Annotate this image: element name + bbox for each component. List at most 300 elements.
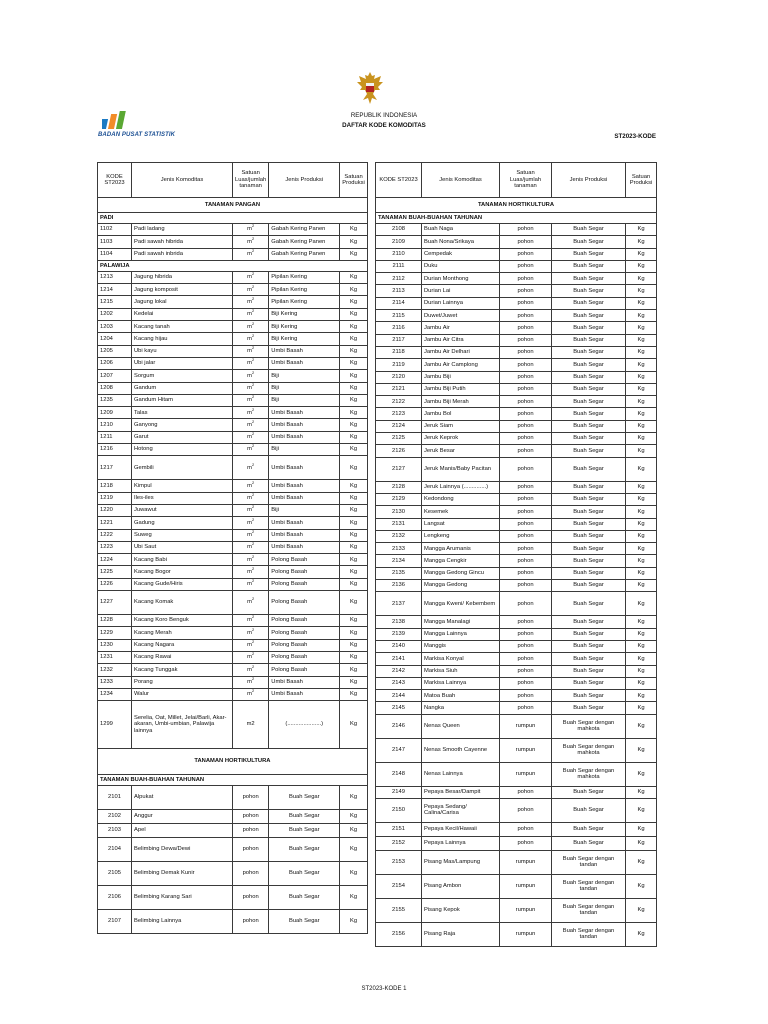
cell-satuan-luas: pohon bbox=[500, 396, 552, 408]
cell-satuan-luas: pohon bbox=[500, 420, 552, 432]
cell-jenis-produksi: Buah Segar bbox=[552, 396, 626, 408]
cell-komoditas: Jambu Air Camplong bbox=[422, 359, 500, 371]
cell-satuan-produksi: Kg bbox=[626, 555, 657, 567]
cell-jenis-produksi: Umbi Basah bbox=[269, 480, 340, 492]
cell-satuan-luas: pohon bbox=[500, 260, 552, 272]
cell-jenis-produksi: Biji bbox=[269, 370, 340, 382]
cell-kode: 2154 bbox=[376, 874, 422, 898]
unit-m2: $m^2$ bbox=[247, 345, 255, 355]
table-row bbox=[376, 653, 657, 665]
cell-satuan-luas: m2 bbox=[233, 701, 269, 749]
cell-satuan-luas: pohon bbox=[500, 616, 552, 628]
cell-satuan-produksi: Kg bbox=[340, 541, 368, 553]
cell-satuan-luas: pohon bbox=[500, 408, 552, 420]
table-row bbox=[376, 457, 657, 481]
cell-komoditas: Pepaya Lainnya bbox=[422, 836, 500, 850]
col-satuan-luas: Satuan Luas/jumlah tanaman bbox=[233, 163, 269, 198]
cell-satuan-produksi: Kg bbox=[626, 334, 657, 346]
cell-jenis-produksi: Buah Segar bbox=[552, 420, 626, 432]
table-row bbox=[376, 493, 657, 505]
cell-komoditas: Kesemek bbox=[422, 506, 500, 518]
cell-satuan-produksi: Kg bbox=[340, 382, 368, 394]
doc-reference: ST2023-KODE bbox=[614, 133, 656, 140]
cell-kode: 2121 bbox=[376, 383, 422, 395]
cell-jenis-produksi: Buah Segar bbox=[552, 677, 626, 689]
table-row bbox=[98, 236, 368, 248]
cell-satuan-produksi: Kg bbox=[340, 676, 368, 688]
cell-komoditas: Langsat bbox=[422, 518, 500, 530]
cell-jenis-produksi: Umbi Basah bbox=[269, 541, 340, 553]
group-heading: PADI bbox=[98, 213, 368, 224]
cell-satuan-produksi: Kg bbox=[626, 310, 657, 322]
table-row bbox=[376, 224, 657, 236]
cell-komoditas: Markisa Lainnya bbox=[422, 677, 500, 689]
cell-jenis-produksi: Buah Segar bbox=[552, 555, 626, 567]
cell-kode: 2126 bbox=[376, 445, 422, 457]
cell-satuan-produksi: Kg bbox=[626, 836, 657, 850]
table-row bbox=[98, 394, 368, 406]
cell-jenis-produksi: Buah Segar bbox=[552, 322, 626, 334]
unit-m2: $m^2$ bbox=[247, 308, 255, 318]
cell-satuan-luas: rumpun bbox=[500, 898, 552, 922]
cell-satuan-luas: pohon bbox=[500, 457, 552, 481]
cell-kode: 2150 bbox=[376, 798, 422, 822]
cell-kode: 1207 bbox=[98, 370, 132, 382]
cell-jenis-produksi: Buah Segar bbox=[552, 334, 626, 346]
cell-jenis-produksi: Polong Basah bbox=[269, 627, 340, 639]
cell-kode: 2152 bbox=[376, 836, 422, 850]
cell-jenis-produksi: Buah Segar dengan mahkota bbox=[552, 714, 626, 738]
cell-komoditas: Kacang hijau bbox=[132, 333, 233, 345]
cell-komoditas: Ubi kayu bbox=[132, 345, 233, 357]
cell-kode: 2119 bbox=[376, 359, 422, 371]
cell-komoditas: Manggis bbox=[422, 640, 500, 652]
cell-jenis-produksi: Buah Segar bbox=[552, 236, 626, 248]
cell-satuan-produksi: Kg bbox=[626, 224, 657, 236]
cell-komoditas: Kacang Komak bbox=[132, 591, 233, 615]
cell-satuan-luas bbox=[233, 578, 269, 590]
cell-satuan-produksi: Kg bbox=[340, 284, 368, 296]
cell-kode: 2130 bbox=[376, 506, 422, 518]
cell-komoditas: Mangga Cengkir bbox=[422, 555, 500, 567]
cell-satuan-luas: pohon bbox=[233, 786, 269, 810]
cell-satuan-produksi: Kg bbox=[340, 591, 368, 615]
cell-kode: 2122 bbox=[376, 396, 422, 408]
cell-jenis-produksi: Biji Kering bbox=[269, 333, 340, 345]
cell-komoditas: Mangga Kweni/ Kebembem bbox=[422, 592, 500, 616]
cell-satuan-produksi: Kg bbox=[340, 480, 368, 492]
cell-satuan-produksi: Kg bbox=[626, 543, 657, 555]
table-row bbox=[98, 271, 368, 283]
cell-komoditas: Duku bbox=[422, 260, 500, 272]
cell-satuan-produksi: Kg bbox=[626, 420, 657, 432]
table-row bbox=[98, 554, 368, 566]
table-row bbox=[98, 431, 368, 443]
cell-komoditas: Kacang Merah bbox=[132, 627, 233, 639]
cell-kode: 2127 bbox=[376, 457, 422, 481]
cell-satuan-produksi: Kg bbox=[626, 898, 657, 922]
cell-jenis-produksi: Biji bbox=[269, 394, 340, 406]
cell-satuan-luas: pohon bbox=[233, 862, 269, 886]
cell-komoditas: Pisang Kepok bbox=[422, 898, 500, 922]
cell-komoditas: Kacang Gude/Hiris bbox=[132, 578, 233, 590]
cell-jenis-produksi: Buah Segar bbox=[552, 690, 626, 702]
cell-komoditas: Pepaya Kecil/Hawaii bbox=[422, 822, 500, 836]
cell-jenis-produksi: Buah Segar bbox=[552, 383, 626, 395]
cell-komoditas: Belimbing Dewa/Dewi bbox=[132, 838, 233, 862]
cell-kode: 2107 bbox=[98, 910, 132, 934]
cell-satuan-produksi: Kg bbox=[626, 396, 657, 408]
cell-kode: 2104 bbox=[98, 838, 132, 862]
cell-komoditas: Markisa Siuh bbox=[422, 665, 500, 677]
cell-jenis-produksi: Buah Segar bbox=[552, 248, 626, 260]
cell-kode: 1227 bbox=[98, 591, 132, 615]
table-row bbox=[98, 910, 368, 934]
cell-kode: 1206 bbox=[98, 357, 132, 369]
cell-kode: 2144 bbox=[376, 690, 422, 702]
cell-satuan-luas bbox=[233, 688, 269, 700]
cell-satuan-produksi: Kg bbox=[340, 308, 368, 320]
cell-satuan-luas: pohon bbox=[500, 836, 552, 850]
table-row bbox=[98, 480, 368, 492]
cell-kode: 2123 bbox=[376, 408, 422, 420]
cell-komoditas: Padi sawah inbrida bbox=[132, 248, 233, 260]
table-row bbox=[376, 714, 657, 738]
cell-jenis-produksi: Buah Segar bbox=[552, 310, 626, 322]
table-row bbox=[376, 408, 657, 420]
cell-jenis-produksi: Buah Segar bbox=[552, 433, 626, 445]
cell-satuan-luas bbox=[233, 271, 269, 283]
cell-jenis-produksi: Buah Segar bbox=[269, 862, 340, 886]
table-row bbox=[376, 518, 657, 530]
unit-m2: $m^2$ bbox=[247, 596, 255, 606]
group-heading: PALAWIJA bbox=[98, 260, 368, 271]
cell-komoditas: Mangga Manalagi bbox=[422, 616, 500, 628]
cell-jenis-produksi: Buah Segar bbox=[269, 886, 340, 910]
section-row bbox=[98, 198, 368, 213]
cell-satuan-produksi: Kg bbox=[626, 786, 657, 798]
cell-kode: 2141 bbox=[376, 653, 422, 665]
cell-komoditas: Markisa Konyal bbox=[422, 653, 500, 665]
col-jenis-komoditas: Jenis Komoditas bbox=[422, 163, 500, 198]
table-row bbox=[98, 517, 368, 529]
table-row bbox=[376, 555, 657, 567]
cell-satuan-produksi: Kg bbox=[626, 690, 657, 702]
cell-satuan-luas: pohon bbox=[500, 493, 552, 505]
cell-satuan-luas: pohon bbox=[500, 285, 552, 297]
cell-jenis-produksi: Pipilan Kering bbox=[269, 284, 340, 296]
cell-satuan-produksi: Kg bbox=[340, 554, 368, 566]
cell-satuan-luas: rumpun bbox=[500, 850, 552, 874]
cell-satuan-produksi: Kg bbox=[626, 506, 657, 518]
cell-jenis-produksi: Umbi Basah bbox=[269, 431, 340, 443]
header-title: DAFTAR KODE KOMODITAS bbox=[342, 122, 426, 129]
cell-komoditas: Pepaya Besar/Dampit bbox=[422, 786, 500, 798]
cell-jenis-produksi: Buah Segar bbox=[552, 506, 626, 518]
cell-satuan-luas bbox=[233, 382, 269, 394]
table-row bbox=[98, 541, 368, 553]
cell-jenis-produksi: Buah Segar bbox=[552, 616, 626, 628]
cell-satuan-luas: pohon bbox=[500, 677, 552, 689]
cell-jenis-produksi: Buah Segar bbox=[552, 822, 626, 836]
cell-jenis-produksi: Buah Segar bbox=[552, 702, 626, 714]
cell-komoditas: Kacang Tunggak bbox=[132, 664, 233, 676]
table-row bbox=[98, 370, 368, 382]
cell-satuan-produksi: Kg bbox=[626, 371, 657, 383]
cell-jenis-produksi: Buah Segar bbox=[552, 481, 626, 493]
cell-satuan-produksi: Kg bbox=[340, 786, 368, 810]
cell-satuan-produksi: Kg bbox=[626, 297, 657, 309]
cell-satuan-luas bbox=[233, 284, 269, 296]
cell-satuan-produksi: Kg bbox=[626, 798, 657, 822]
table-row bbox=[98, 492, 368, 504]
cell-satuan-luas bbox=[233, 615, 269, 627]
section-heading: TANAMAN PANGAN bbox=[98, 198, 368, 213]
cell-satuan-produksi: Kg bbox=[340, 824, 368, 838]
cell-satuan-luas bbox=[233, 248, 269, 260]
col-satuan-luas: Satuan Luas/jumlah tanaman bbox=[500, 163, 552, 198]
cell-kode: 2102 bbox=[98, 810, 132, 824]
cell-satuan-produksi: Kg bbox=[340, 517, 368, 529]
cell-kode: 2134 bbox=[376, 555, 422, 567]
table-row bbox=[98, 382, 368, 394]
commodity-table-right bbox=[375, 162, 657, 947]
cell-satuan-luas: rumpun bbox=[500, 922, 552, 946]
cell-satuan-produksi: Kg bbox=[626, 628, 657, 640]
cell-jenis-produksi: Buah Segar bbox=[552, 285, 626, 297]
cell-kode: 2114 bbox=[376, 297, 422, 309]
cell-komoditas: Mangga Gedong Gincu bbox=[422, 567, 500, 579]
cell-jenis-produksi: Buah Segar bbox=[269, 824, 340, 838]
cell-jenis-produksi: Buah Segar dengan mahkota bbox=[552, 738, 626, 762]
cell-satuan-produksi: Kg bbox=[340, 345, 368, 357]
cell-jenis-produksi: Buah Segar dengan tandan bbox=[552, 874, 626, 898]
cell-satuan-produksi: Kg bbox=[340, 529, 368, 541]
cell-satuan-luas: pohon bbox=[500, 506, 552, 518]
cell-satuan-luas: pohon bbox=[233, 824, 269, 838]
cell-jenis-produksi: Gabah Kering Panen bbox=[269, 224, 340, 236]
cell-satuan-luas bbox=[233, 639, 269, 651]
cell-kode: 2125 bbox=[376, 433, 422, 445]
table-row bbox=[98, 284, 368, 296]
cell-kode: 2116 bbox=[376, 322, 422, 334]
cell-komoditas: Ubi Saut bbox=[132, 541, 233, 553]
cell-jenis-produksi: Umbi Basah bbox=[269, 357, 340, 369]
cell-jenis-produksi: Buah Segar dengan mahkota bbox=[552, 762, 626, 786]
table-row bbox=[376, 786, 657, 798]
cell-komoditas: Sorgum bbox=[132, 370, 233, 382]
cell-jenis-produksi: Buah Segar dengan tandan bbox=[552, 922, 626, 946]
cell-jenis-produksi: Polong Basah bbox=[269, 578, 340, 590]
cell-komoditas: Belimbing Lainnya bbox=[132, 910, 233, 934]
cell-jenis-produksi: Buah Segar bbox=[552, 518, 626, 530]
cell-satuan-produksi: Kg bbox=[340, 566, 368, 578]
cell-jenis-produksi: Polong Basah bbox=[269, 566, 340, 578]
cell-kode: 2103 bbox=[98, 824, 132, 838]
cell-satuan-luas: pohon bbox=[500, 445, 552, 457]
cell-satuan-produksi: Kg bbox=[626, 383, 657, 395]
cell-jenis-produksi: Umbi Basah bbox=[269, 529, 340, 541]
table-row bbox=[98, 407, 368, 419]
table-row bbox=[98, 224, 368, 236]
cell-komoditas: Lengkeng bbox=[422, 530, 500, 542]
cell-komoditas: Kedelai bbox=[132, 308, 233, 320]
cell-komoditas: Padi ladang bbox=[132, 224, 233, 236]
cell-kode: 2142 bbox=[376, 665, 422, 677]
cell-satuan-luas bbox=[233, 517, 269, 529]
table-row bbox=[98, 591, 368, 615]
table-row bbox=[98, 444, 368, 456]
table-row bbox=[98, 838, 368, 862]
table-row bbox=[376, 420, 657, 432]
table-row bbox=[376, 616, 657, 628]
cell-kode: 1220 bbox=[98, 504, 132, 516]
cell-komoditas: Jagung hibrida bbox=[132, 271, 233, 283]
table-row bbox=[98, 639, 368, 651]
cell-kode: 2137 bbox=[376, 592, 422, 616]
table-row bbox=[98, 824, 368, 838]
cell-komoditas: Buah Nona/Srikaya bbox=[422, 236, 500, 248]
header-country: REPUBLIK INDONESIA bbox=[350, 112, 418, 119]
cell-jenis-produksi: Umbi Basah bbox=[269, 492, 340, 504]
cell-komoditas: Jeruk Keprok bbox=[422, 433, 500, 445]
table-row bbox=[98, 651, 368, 663]
cell-komoditas: Juwawut bbox=[132, 504, 233, 516]
cell-komoditas: Buah Naga bbox=[422, 224, 500, 236]
cell-satuan-produksi: Kg bbox=[626, 322, 657, 334]
cell-satuan-luas bbox=[233, 357, 269, 369]
unit-m2: $m^2$ bbox=[247, 443, 255, 453]
col-jenis-komoditas: Jenis Komoditas bbox=[132, 163, 233, 198]
cell-komoditas: Mangga Gedong bbox=[422, 580, 500, 592]
cell-kode: 1214 bbox=[98, 284, 132, 296]
cell-satuan-luas: pohon bbox=[500, 786, 552, 798]
table-row bbox=[98, 333, 368, 345]
cell-satuan-luas: rumpun bbox=[500, 738, 552, 762]
table-row bbox=[376, 677, 657, 689]
cell-satuan-produksi: Kg bbox=[626, 285, 657, 297]
cell-kode: 2128 bbox=[376, 481, 422, 493]
cell-komoditas: Jambu Air bbox=[422, 322, 500, 334]
cell-jenis-produksi: Buah Segar bbox=[552, 836, 626, 850]
cell-komoditas: Anggur bbox=[132, 810, 233, 824]
cell-komoditas: Belimbing Karang Sari bbox=[132, 886, 233, 910]
cell-komoditas: Duwet/Juwet bbox=[422, 310, 500, 322]
unit-m2: $m^2$ bbox=[247, 651, 255, 661]
cell-satuan-luas bbox=[233, 394, 269, 406]
cell-satuan-luas: pohon bbox=[500, 555, 552, 567]
cell-kode: 1221 bbox=[98, 517, 132, 529]
cell-satuan-luas bbox=[233, 224, 269, 236]
cell-komoditas: Jeruk Siam bbox=[422, 420, 500, 432]
cell-kode: 1205 bbox=[98, 345, 132, 357]
unit-m2: $m^2$ bbox=[247, 382, 255, 391]
cell-jenis-produksi: Buah Segar bbox=[552, 260, 626, 272]
table-row bbox=[376, 580, 657, 592]
cell-kode: 1228 bbox=[98, 615, 132, 627]
cell-satuan-luas: rumpun bbox=[500, 762, 552, 786]
cell-satuan-luas: pohon bbox=[500, 334, 552, 346]
cell-satuan-luas: pohon bbox=[233, 910, 269, 934]
cell-satuan-produksi: Kg bbox=[340, 615, 368, 627]
col-satuan-produksi: Satuan Produksi bbox=[340, 163, 368, 198]
cell-jenis-produksi: Buah Segar bbox=[552, 580, 626, 592]
cell-satuan-produksi: Kg bbox=[626, 922, 657, 946]
cell-kode: 2113 bbox=[376, 285, 422, 297]
cell-kode: 1102 bbox=[98, 224, 132, 236]
table-row bbox=[98, 886, 368, 910]
cell-satuan-luas: pohon bbox=[500, 481, 552, 493]
cell-kode: 1235 bbox=[98, 394, 132, 406]
table-row bbox=[98, 308, 368, 320]
cell-kode: 2145 bbox=[376, 702, 422, 714]
cell-jenis-produksi: Umbi Basah bbox=[269, 688, 340, 700]
cell-satuan-luas: pohon bbox=[500, 359, 552, 371]
cell-kode: 2149 bbox=[376, 786, 422, 798]
cell-kode: 1203 bbox=[98, 321, 132, 333]
cell-satuan-luas bbox=[233, 456, 269, 480]
table-row bbox=[98, 688, 368, 700]
cell-satuan-produksi: Kg bbox=[340, 333, 368, 345]
cell-jenis-produksi: Gabah Kering Panen bbox=[269, 248, 340, 260]
cell-komoditas: Jagung lokal bbox=[132, 296, 233, 308]
table-row bbox=[376, 567, 657, 579]
cell-kode: 2135 bbox=[376, 567, 422, 579]
table-row bbox=[376, 592, 657, 616]
cell-satuan-luas bbox=[233, 627, 269, 639]
cell-satuan-produksi: Kg bbox=[340, 838, 368, 862]
cell-komoditas: Kedondong bbox=[422, 493, 500, 505]
cell-komoditas: Pisang Mas/Lampung bbox=[422, 850, 500, 874]
cell-kode: 1234 bbox=[98, 688, 132, 700]
cell-kode: 2105 bbox=[98, 862, 132, 886]
cell-satuan-luas: pohon bbox=[500, 592, 552, 616]
cell-satuan-produksi: Kg bbox=[340, 357, 368, 369]
cell-komoditas: Durian Lainnya bbox=[422, 297, 500, 309]
cell-komoditas: Talas bbox=[132, 407, 233, 419]
cell-satuan-produksi: Kg bbox=[626, 616, 657, 628]
cell-satuan-produksi: Kg bbox=[626, 580, 657, 592]
cell-satuan-produksi: Kg bbox=[626, 273, 657, 285]
table-row bbox=[376, 273, 657, 285]
table-row bbox=[98, 862, 368, 886]
cell-jenis-produksi: Buah Segar bbox=[552, 359, 626, 371]
cell-komoditas: Jeruk Manis/Baby Pacitan bbox=[422, 457, 500, 481]
table-row bbox=[376, 285, 657, 297]
cell-jenis-produksi: Buah Segar bbox=[552, 346, 626, 358]
group-heading: TANAMAN BUAH-BUAHAN TAHUNAN bbox=[98, 775, 368, 786]
table-row bbox=[376, 383, 657, 395]
cell-satuan-luas bbox=[233, 651, 269, 663]
cell-jenis-produksi: Buah Segar bbox=[552, 457, 626, 481]
unit-m2: $m^2$ bbox=[247, 614, 255, 624]
cell-komoditas: Padi sawah hibrida bbox=[132, 236, 233, 248]
cell-kode: 2117 bbox=[376, 334, 422, 346]
table-row bbox=[376, 310, 657, 322]
cell-satuan-luas bbox=[233, 308, 269, 320]
cell-kode: 2148 bbox=[376, 762, 422, 786]
table-row bbox=[98, 419, 368, 431]
cell-satuan-luas: pohon bbox=[500, 248, 552, 260]
cell-jenis-produksi: Buah Segar bbox=[552, 798, 626, 822]
cell-satuan-produksi: Kg bbox=[626, 714, 657, 738]
cell-jenis-produksi: Polong Basah bbox=[269, 615, 340, 627]
cell-satuan-produksi: Kg bbox=[626, 702, 657, 714]
cell-komoditas: Gadung bbox=[132, 517, 233, 529]
cell-kode: 1224 bbox=[98, 554, 132, 566]
cell-satuan-luas bbox=[233, 664, 269, 676]
unit-m2: $m^2$ bbox=[247, 235, 255, 245]
